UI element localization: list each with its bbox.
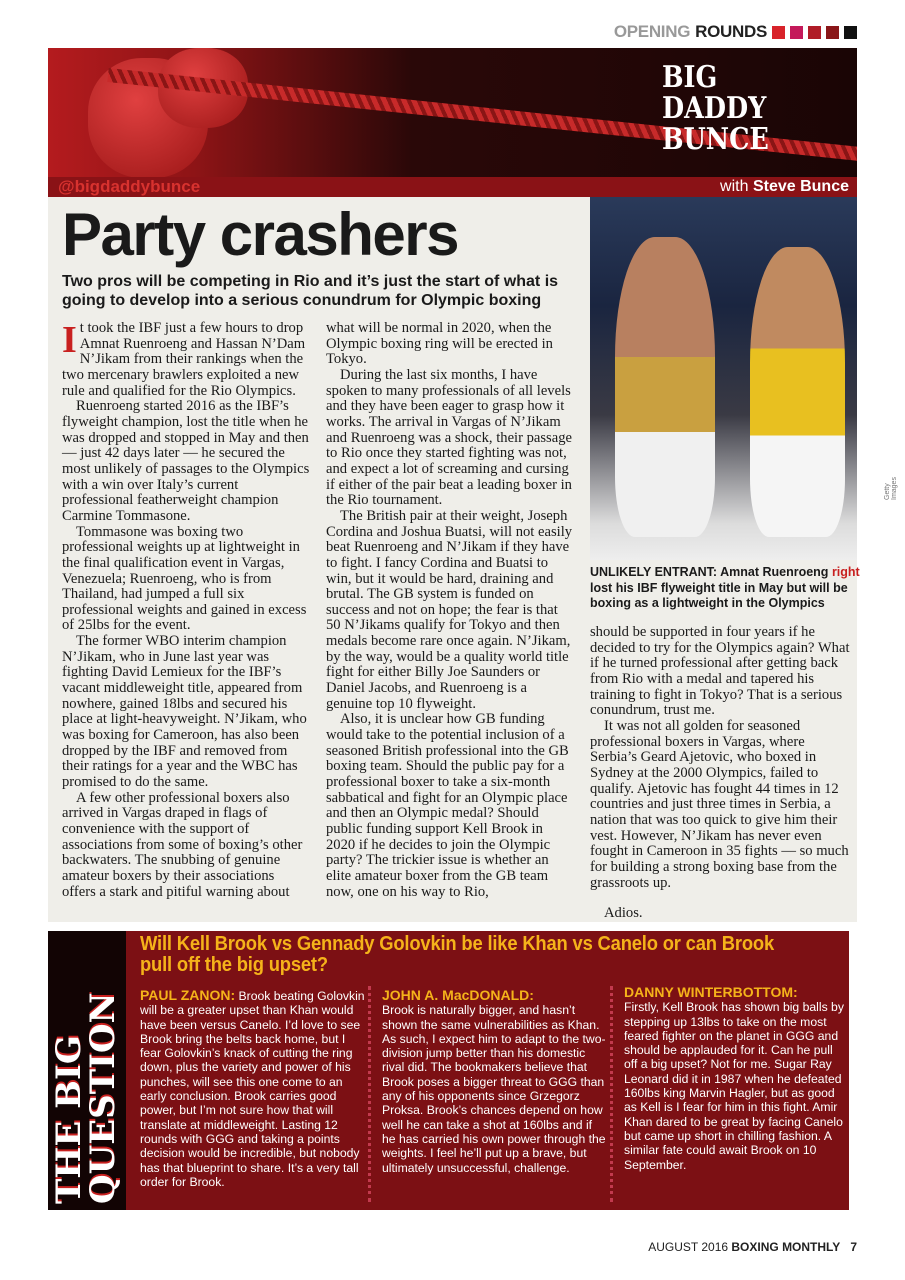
section-square: [808, 26, 821, 39]
section-tag: [614, 22, 857, 42]
article-column-2: what will be normal in 2020, when the Olympic boxing ring will be erected in Tokyo. During the last six months, I have spoken to many professionals of all levels and they have been eager to grasp how it works. The arrival in Vargas of N’Jikam and Ruenroeng was a shock, their passage to Rio once they started fighting was not, and expect a lot of screaming and cursing if either of the pair beat a leading boxer in the Rio tournament. The British pair at their weight, Joseph Cordina and Joshua Buatsi, will not easily beat Ruenroeng and N’Jikam if they have to fight. I fancy Cordina and Buatsi to win, but it would be hard, draining and brutal. The GB system is funded on success and not on hope; the fear is that 50 N’Jikams qualify for Tokyo and then medals become rare once again. N’Jikam, by the way, would be a quality world title fight for either Billy Joe Saunders or Daniel Jacobs, and Ruenroeng is a genuine top 10 flyweight. Also, it is unclear how GB funding would take to the potential inclusion of a seasoned British professional into the GB boxing team. Should the public pay for a professional boxer to take a six-month sabbatical and fight for an Olympic place and then an Olympic medal? Should public funding support Kell Brook in 2020 if he decides to join the Olympic party? The trickier issue is whether an elite amateur boxer from the GB team now, one on his way to Rio,: [326, 320, 573, 900]
column-divider: [610, 986, 613, 1202]
section-square: [826, 26, 839, 39]
big-question-label-line-2: QUESTION: [83, 992, 123, 1204]
section-square: [790, 26, 803, 39]
page-footer: AUGUST 2016 BOXING MONTHLY 7: [648, 1240, 857, 1254]
big-question-label-line-1: THE BIG: [49, 1035, 89, 1204]
answer-paul-zanon: PAUL ZANON: Brook beating Golovkin will be a greater upset than Khan would have been versus Canelo. I’d love to see Brook bring the belts back home, but I fear Golovkin’s knack of cutting the ring down, plus the variety and power of his punches, will see this one come to an early conclusion. Brook carries good power, but I’m not sure how that will translate at middleweight. Lasting 12 rounds with GGG and taking a points decision would be incredible, but nobody has that blueprint to share. It’s a very tall order for Brook.: [140, 987, 365, 1189]
boxer-right: [750, 247, 845, 537]
headline: Party crashers: [62, 201, 458, 268]
column-divider: [368, 986, 371, 1202]
article-column-1: It took the IBF just a few hours to drop Amnat Ruenroeng and Hassan N’Dam N’Jikam from their rankings when the two mercenary brawlers exploited a new rule and qualified for the Rio Olympics. Ruenroeng started 2016 as the IBF’s flyweight champion, lost the title when he was dropped and stopped in May and then — just 42 days later — he secured the most unlikely of passages to the Olympics with a win over Italy’s current professional featherweight champion Carmine Tommasone. Tommasone was boxing two professional weights up at lightweight in the final qualification event in Vargas, Venezuela; Ruenroeng, who is from Thailand, had jumped a full six professional weights and gained in excess of 25lbs for the event. The former WBO interim champion N’Jikam, who in June last year was fighting David Lemieux for the IBF’s vacant middleweight title, appeared from nowhere, gained 18lbs and secured his place at light-heavyweight. N’Jikam, who was boxing for Cameroon, has also been dropped by the IBF and removed from their ratings for a year and the WBC has promised to do the same. A few other professional boxers also arrived in Vargas draped in flags of convenience with the support of associations from some of boxing’s other backwaters. The snubbing of genuine amateur boxers by their associations offers a stark and pitiful warning about: [62, 319, 310, 900]
big-question-label: [48, 931, 126, 1210]
section-label-rounds: ROUNDS: [695, 22, 767, 41]
big-question-title: Will Kell Brook vs Gennady Golovkin be like Khan vs Canelo or can Brook pull off the big upset?: [140, 933, 775, 976]
answer-john-macdonald: JOHN A. MacDONALD: Brook is naturally bigger, and hasn’t shown the same vulnerabilities as Khan. As such, I expect him to adapt to the two-division jump better than his domestic rival did. The bookmakers believe that Brook poses a bigger threat to GGG than any of his opponents since Grzegorz Proksa. Brook’s chances depend on how well he can take a shot at 160lbs and if he has carried his own power through the weights. I feel he’ll put up a brave, but ultimately unsuccessful, challenge.: [382, 987, 606, 1175]
banner-strip: [48, 177, 857, 197]
boxing-photo: [590, 197, 857, 560]
column-title: BIG DADDY BUNCE: [662, 60, 769, 157]
boxer-left: [615, 237, 715, 537]
section-square: [844, 26, 857, 39]
drop-cap: I: [62, 319, 77, 361]
article-column-3: should be supported in four years if he decided to try for the Olympics again? What if he turned professional after getting back from Rio with a medal and tapered his training to fight in Tokyo? That is a serious conundrum, trust me. It was not all golden for seasoned professional boxers in Vargas, where Serbia’s Geard Ajetovic, who boxed in Sydney at the 2000 Olympics, failed to qualify. Ajetovic has fought 44 times in 12 countries and just three times in Serbia, a nation that was too quick to give him their vest. However, N’Jikam has never even fought in Cameroon in 35 fights — so much for building a strong boxing base from the grassroots up. Adios.: [590, 625, 852, 922]
signoff: Adios.: [604, 905, 643, 922]
answer-danny-winterbottom: DANNY WINTERBOTTOM: Firstly, Kell Brook has shown big balls by stepping up 13lbs to take on the most feared fighter on the planet in GGG and should be applauded for it. Can he pull off a big upset? Not for me. Sugar Ray Leonard did it in 1987 when he defeated 160lbs king Marvin Hagler, but as good as Kell is I fear for him in this fight. Amir Khan dared to be great by facing Canelo but came up short in chilling fashion. A similar fate could await Brook on 10 September.: [624, 984, 844, 1172]
twitter-handle: @bigdaddybunce: [58, 177, 201, 196]
standfirst: Two pros will be competing in Rio and it’s just the start of what is going to develop into a serious conundrum for Olympic boxing: [62, 273, 559, 309]
photo-caption: UNLIKELY ENTRANT: Amnat Ruenroeng right lost his IBF flyweight title in May but will be boxing as a lightweight in the Olympics: [590, 565, 860, 610]
byline: with Steve Bunce: [720, 178, 849, 195]
section-label-opening: OPENING: [613, 22, 691, 41]
photo-credit: Getty Images: [884, 477, 898, 500]
section-square: [772, 26, 785, 39]
column-banner: [48, 48, 857, 178]
big-question-box: [48, 931, 849, 1210]
